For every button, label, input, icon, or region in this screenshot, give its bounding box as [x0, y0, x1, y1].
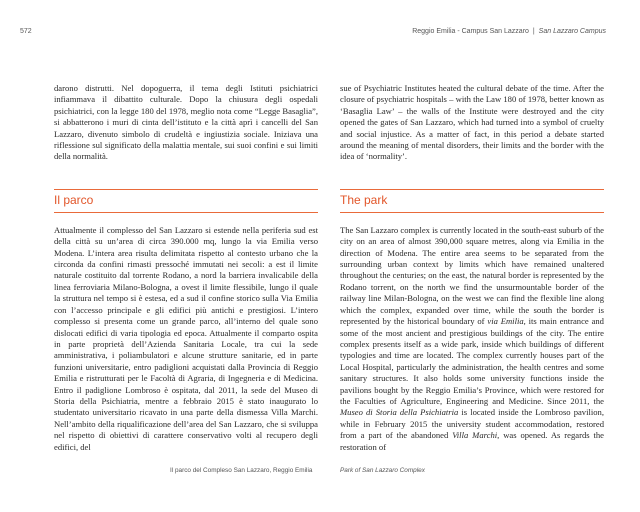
italian-body-paragraph: Attualmente il complesso del San Lazzaro si estende nella periferia sud est della città su un’area di circa 390.000 mq, lungo la via Emilia verso Modena. L’intera area risulta delimitata rispetto al contesto urbano che la circonda da confini rimasti pressoché immutati nei secoli: a est il limite naturale costituito dal torrente Rodano, a nord la barriera invalicabile della linea ferroviaria Milano-Bologna, a ovest il limite flessibile, lungo il quale la struttura nel tempo si è estesa, ed a sud il confine storico sulla Via Emilia con l’accesso principale e gli edifici più antichi e prestigiosi. L’intero complesso si presenta come un grande parco, all’interno del quale sono dislocati edifici di varia tipologia ed epoca. Attualmente il comparto ospita in parte proprietà dell’Azienda Sanitaria Locale, tra cui la sede amministrativa, i poliambulatori e alcune strutture sanitarie, ed in parte funzioni universitarie, entro padiglioni acquistati dalla Provincia di Reggio Emilia e ristrutturati per le Facoltà di Agraria, di Ingegneria e di Medicina. Entro il padiglione Lombroso è ospitata, dal 2011, la sede del Museo di Storia della Psichiatria, mentre a febbraio 2015 è stato inaugurato lo studentato universitario ricavato in una parte della dismessa Villa Marchi. Nell’ambito della riqualificazione dell’area del San Lazzaro, che si sviluppa nel rispetto di obiettivi di carattere conservativo volti al recupero degli edifici, del — [54, 224, 318, 452]
english-body-text-4: , was opened. As regards the restoration of — [340, 430, 604, 452]
italian-section-divider — [54, 212, 318, 213]
english-body-text-3: is located inside the Lombroso pavilion, while in February 2015 the university student accommodation, restored from a part of the abandoned — [340, 407, 605, 441]
english-body-paragraph — [340, 225, 604, 453]
italian-section-header — [54, 189, 318, 207]
english-body-italic-2: Museo di Storia della Psichiatria — [340, 407, 459, 418]
english-section-header — [340, 189, 604, 207]
running-header-title: Reggio Emilia - Campus San Lazzaro — [412, 28, 529, 35]
english-section-title: The park — [340, 192, 388, 207]
english-body-italic-3: Villa Marchi — [452, 430, 498, 441]
italian-figure-caption: Il parco del Compleso San Lazzaro, Reggio Emilia — [170, 467, 313, 474]
english-intro-paragraph: sue of Psychiatric Institutes heated the cultural debate of the time. After the closure of psychiatric hospitals – with the Law 180 of 1978, better known as ‘Basaglia Law’ – the walls of the Institute were destroyed and the city opened the gates of San Lazzaro, which had turned into a symbol of cruelty and social injustice. As a matter of fact, in this period a debate started around the meaning of mental disorders, their limits and the border with the idea of ‘normality’. — [340, 83, 604, 162]
italian-section-title: Il parco — [54, 192, 94, 207]
page-number: 572 — [20, 28, 32, 35]
english-body-text-2: , its main entrance and some of the most ancient and prestigious buildings of the city. The entire complex presents itself as a wide park, inside which buildings of different typologies and time are located. The complex currently houses part of the Local Hospital, particularly the administration, the health centres and some sanitary structures. It also holds some university functions inside the pavilions bought by the Reggio Emilia’s Province, which were restored for the Faculties of Agriculture, Engineering and Medicine. Since 2011, the — [340, 316, 604, 406]
running-header — [412, 28, 606, 35]
english-body-italic-1: via Emilia — [487, 316, 524, 327]
english-section-divider — [340, 212, 604, 213]
italian-column — [54, 83, 318, 453]
english-body-text-1: The San Lazzaro complex is currently located in the south-east suburb of the city on an area of almost 390,000 square metres, along via Emilia in the direction of Modena. The entire area seems to be separated from the surrounding urban context by limits which have remained unaltered throughout the centuries; on the east, the natural border is represented by the Rodano torrent, on the north we find the unsurmountable border of the railway line Milan-Bologna, on the west we can find the flexible line along which the complex, expanded over time, while the south the border is represented by the historical boundary of — [340, 224, 604, 327]
english-figure-caption: Park of San Lazzaro Complex — [340, 467, 425, 474]
running-header-separator: | — [532, 28, 535, 35]
running-header-subtitle: San Lazzaro Campus — [538, 28, 606, 35]
italian-intro-paragraph: darono distrutti. Nel dopoguerra, il tema degli Istituti psichiatrici infiammava il dibattito culturale. Dopo la chiusura degli ospedali psichiatrici, con la legge 180 del 1978, meglio nota come “Legge Basaglia”, si abbatterono i muri di cinta dell’istituto e la città aprì i cancelli del San Lazzaro, divenuto simbolo di crudeltà e ingiustizia sociale. Iniziava una riflessione sul significato della malattia mentale, sui suoi confini e sui limiti della normalità. — [54, 83, 318, 162]
english-column — [340, 83, 604, 453]
